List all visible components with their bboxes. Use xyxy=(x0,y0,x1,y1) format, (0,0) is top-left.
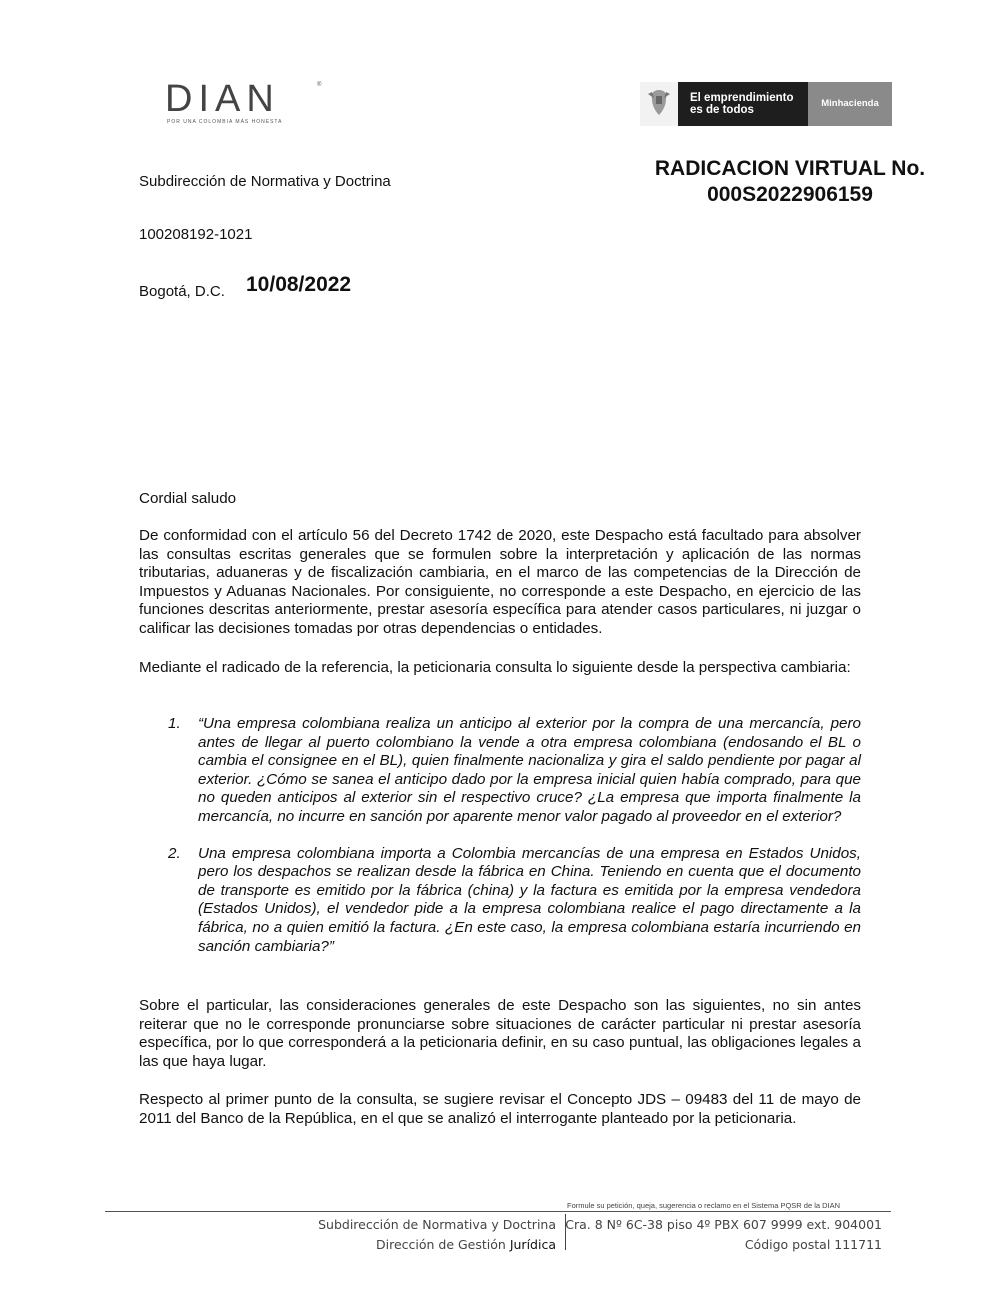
paragraph-3: Sobre el particular, las consideraciones generales de este Despacho son las siguientes, no sin antes reiterar que no le corresponde pronunciarse sobre situaciones de carácter particular ni prestar asesoría específica, por lo que corresponderá a la peticionaria definir, en su caso puntual, las obligaciones legales a las que haya lugar. xyxy=(139,997,861,1070)
radicacion-label: RADICACION VIRTUAL No. xyxy=(654,157,926,180)
pqsr-note: Formule su petición, queja, sugerencia o reclamo en el Sistema PQSR de la DIAN xyxy=(567,1201,841,1210)
paragraph-2: Mediante el radicado de la referencia, la peticionaria consulta lo siguiente desde la perspectiva cambiaria: xyxy=(139,659,851,676)
registered-mark-icon: ® xyxy=(317,82,322,88)
dian-logo-text: DIAN xyxy=(165,78,280,120)
footer-divider xyxy=(105,1211,891,1212)
footer-address xyxy=(565,1215,882,1255)
paragraph-1: De conformidad con el artículo 56 del Decreto 1742 de 2020, este Despacho está facultado para absolver las consultas escritas generales que se formulen sobre la interpretación y aplicación de las normas tributarias, aduaneras y de fiscalización cambiaria, en el marco de las competencias de la Dirección de Impuestos y Aduanas Nacionales. Por consiguiente, no corresponde a este Despacho, en ejercicio de las funciones descritas anteriormente, prestar asesoría específica para atender casos particulares, ni juzgar o calificar las decisiones tomadas por otras dependencias o entidades. xyxy=(139,527,861,637)
list-item xyxy=(168,715,861,827)
radicacion-number: 000S2022906159 xyxy=(707,183,873,206)
list-item-number: 2. xyxy=(168,844,181,862)
footer-office-line2: Dirección de Gestión Jurídica xyxy=(375,1237,556,1252)
government-logo xyxy=(640,82,892,126)
reference-number: 100208192-1021 xyxy=(139,226,253,243)
footer-postal-code: Código postal 111711 xyxy=(744,1237,882,1252)
dian-tagline: POR UNA COLOMBIA MÁS HONESTA xyxy=(167,119,283,125)
footer-address-line1: Cra. 8 Nº 6C-38 piso 4º PBX 607 9999 ext. 904001 xyxy=(565,1217,882,1232)
coat-of-arms-icon xyxy=(640,82,678,126)
gov-slogan: El emprendimiento es de todos xyxy=(678,82,808,126)
list-item-number: 1. xyxy=(168,715,181,732)
footer-office-line1: Subdirección de Normativa y Doctrina xyxy=(318,1217,556,1232)
city: Bogotá, D.C. xyxy=(139,283,225,300)
query-list xyxy=(168,715,861,956)
list-item xyxy=(168,845,861,957)
list-item-text: Una empresa colombiana importa a Colombia mercancías de una empresa en Estados Unidos, pero los despachos se realizan desde la fábrica en China. Teniendo en cuenta que el documento de transporte es emitido por la fábrica (china) y la factura es emitida por la empresa vendedora (Estados Unidos), el vendedor pide a la empresa colombiana realice el pago directamente a la fábrica, no a quien emitió la factura. ¿En este caso, la empresa colombiana estaría incurriendo en sanción cambiaria?” xyxy=(198,844,861,955)
document-date: 10/08/2022 xyxy=(246,273,352,296)
radicacion-block xyxy=(640,156,940,208)
footer-office xyxy=(318,1215,556,1255)
greeting: Cordial saludo xyxy=(139,490,237,507)
ministry-label: Minhacienda xyxy=(808,82,892,126)
paragraph-4: Respecto al primer punto de la consulta, se sugiere revisar el Concepto JDS – 09483 del 11 de mayo de 2011 del Banco de la República, en el que se analizó el interrogante planteado por la peticionaria. xyxy=(139,1091,861,1127)
office-name: Subdirección de Normativa y Doctrina xyxy=(139,173,391,190)
list-item-text: “Una empresa colombiana realiza un anticipo al exterior por la compra de una mercancía, pero antes de llegar al puerto colombiano la vende a otra empresa colombiana (endosando el BL o cambia el consignee en el BL), quien finalmente nacionaliza y gira el saldo pendiente por pagar al exterior. ¿Cómo se sanea el anticipo dado por la empresa inicial quien había comprado, para que no queden anticipos al exterior sin el respectivo cruce? ¿La empresa que importa finalmente la mercancía, no incurre en sanción por aparente menor valor pagado al proveedor en el exterior? xyxy=(198,715,861,825)
dian-logo xyxy=(165,80,325,128)
